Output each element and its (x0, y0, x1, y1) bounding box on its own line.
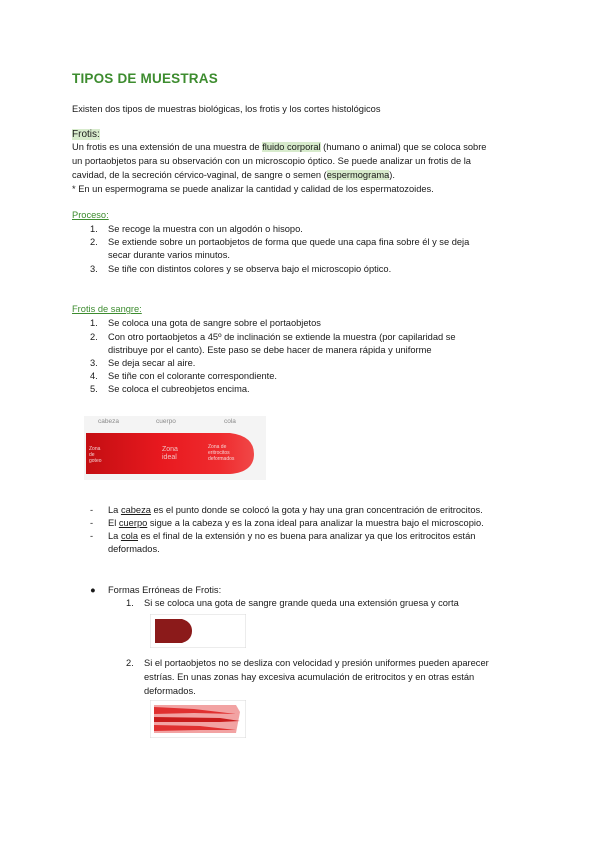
error-item-2: 2. Si el portaobjetos no se desliza con velocidad y presión uniformes pueden aparecer (126, 658, 489, 668)
proceso-step-1: 1. Se recoge la muestra con un algodón o hisopo. (90, 224, 303, 234)
explicacion-cuerpo: - El cuerpo sigue a la cabeza y es la zona ideal para analizar la muestra bajo el microscopio. (90, 518, 484, 528)
explicacion-cola-cont: deformados. (108, 544, 160, 554)
sangre-step-5: 5. Se coloca el cubreobjetos encima. (90, 384, 250, 394)
frotis-line-3: cavidad, de la secreción cérvico-vaginal, de sangre o semen (espermograma). (72, 170, 395, 180)
sangre-step-3: 3. Se deja secar al aire. (90, 358, 196, 368)
explicacion-cola: - La cola es el final de la extensión y no es buena para analizar ya que los eritrocitos están (90, 531, 476, 541)
errores-heading: ● Formas Erróneas de Frotis: (90, 585, 222, 595)
sangre-step-4: 4. Se tiñe con el colorante correspondiente. (90, 371, 278, 381)
error-item-2-cont-2: deformados. (144, 686, 196, 696)
frotis-line-1: Un frotis es una extensión de una muestra de fluido corporal (humano o animal) que se coloca sobre (72, 142, 487, 152)
proceso-step-3: 3. Se tiñe con distintos colores y se observa bajo el microscopio óptico. (90, 264, 392, 274)
frotis-sangre-heading: Frotis de sangre: (72, 304, 142, 314)
thick-short-smear (150, 614, 246, 648)
sangre-step-2-cont: distribuye por el canto). Este paso se debe hacer de manera rápida y uniforme (108, 345, 432, 355)
frotis-note: * En un espermograma se puede analizar la cantidad y calidad de los espermatozoides. (72, 184, 434, 194)
striated-smear (150, 700, 246, 738)
inner-label-mid: Zona ideal (162, 446, 178, 461)
highlight-fluido: fluido corporal (262, 142, 321, 152)
sangre-step-1: 1. Se coloca una gota de sangre sobre el portaobjetos (90, 318, 321, 328)
smear-diagram (84, 416, 266, 480)
sangre-step-2: 2. Con otro portaobjetos a 45º de inclinación se extiende la muestra (por capilaridad se (90, 332, 456, 342)
proceso-step-2-cont: secar durante varios minutos. (108, 250, 230, 260)
proceso-heading: Proceso: (72, 210, 109, 220)
error-item-2-cont-1: estrías. En unas zonas hay excesiva acumulación de eritrocitos y en otras están (144, 672, 475, 682)
label-cuerpo: cuerpo (156, 418, 176, 425)
frotis-line-2: un portaobjetos para su observación con un microscopio óptico. Se puede analizar un frotis de la (72, 156, 471, 166)
label-cola: cola (224, 418, 236, 425)
proceso-step-2: 2. Se extiende sobre un portaobjetos de forma que quede una capa fina sobre él y se deja (90, 237, 470, 247)
inner-label-right: Zona de eritrocitos deformados (208, 444, 235, 462)
inner-label-left: Zona de goteo (89, 446, 102, 464)
page-title: TIPOS DE MUESTRAS (72, 71, 218, 86)
highlight-espermograma: espermograma (326, 170, 390, 180)
label-cabeza: cabeza (98, 418, 119, 425)
frotis-heading: Frotis: (72, 129, 100, 140)
intro-text: Existen dos tipos de muestras biológicas, los frotis y los cortes histológicos (72, 104, 381, 114)
error-item-1: 1. Si se coloca una gota de sangre grande queda una extensión gruesa y corta (126, 598, 459, 608)
explicacion-cabeza: - La cabeza es el punto donde se colocó la gota y hay una gran concentración de eritrocitos. (90, 505, 483, 515)
